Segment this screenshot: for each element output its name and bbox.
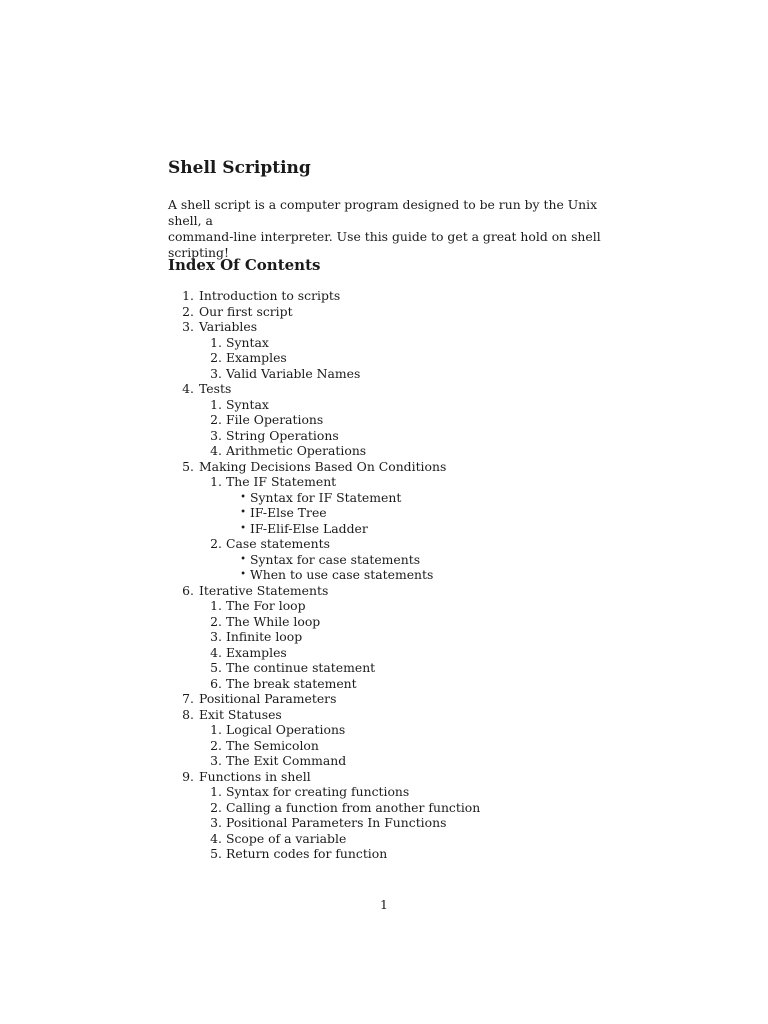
toc-item-label: Return codes for function [226,846,388,861]
toc-item-level-2 [168,753,668,769]
toc-item-label: Syntax [226,396,269,412]
list-number: 2. [210,613,222,629]
toc-item-level-2 [168,738,668,754]
list-number: 1. [210,334,222,350]
list-number: 2. [210,412,222,427]
toc-item-level-2 [168,800,668,816]
bullet-marker: • [240,553,246,565]
list-number: 3. [210,427,222,443]
toc-item-label: Infinite loop [226,629,303,644]
toc-item-level-1 [168,769,668,785]
toc-item-label: The IF Statement [226,474,337,489]
intro-line-2: command-line interpreter. Use this guide to get a great hold on shell scripting! [168,229,601,260]
toc-item-level-2 [168,629,668,645]
list-number: 1. [210,784,222,799]
toc-item-level-2 [168,676,668,692]
toc-item-level-1 [168,288,668,304]
toc-item-label: Iterative Statements [199,582,329,598]
toc-item-level-2 [168,815,668,831]
toc-item-label: Syntax for case statements [250,551,421,567]
toc-item-label: Syntax for creating functions [226,784,410,799]
toc-item-level-1 [168,381,668,397]
toc-heading: Index Of Contents [168,256,321,274]
toc-item-level-2 [168,831,668,847]
toc-item-level-2 [168,598,668,614]
toc-item-label: Syntax [226,334,269,350]
toc-item-label: The Exit Command [226,753,347,768]
toc-item-label: String Operations [226,427,339,443]
toc-item-level-3 [168,567,668,583]
toc-item-level-1 [168,304,668,320]
toc-item-level-2 [168,645,668,661]
list-number: 1. [210,722,222,737]
list-number: 3. [210,629,222,644]
toc-item-label: Calling a function from another function [226,799,481,815]
toc-item-label: Examples [226,644,287,660]
toc-item-label: Examples [226,350,287,365]
toc-item-label: Variables [199,319,258,334]
toc-item-level-2 [168,412,668,428]
list-number: 1. [182,288,194,303]
toc-item-level-2 [168,784,668,800]
intro-line-1: A shell script is a computer program designed to be run by the Unix shell, a [168,197,598,228]
toc-item-level-2 [168,443,668,459]
toc-item-label: Case statements [226,536,330,551]
toc-item-level-3 [168,505,668,521]
toc-item-label: The continue statement [226,660,376,675]
list-number: 1. [210,396,222,412]
toc-item-level-2 [168,474,668,490]
list-number: 4. [210,644,222,660]
intro-paragraph [168,197,618,261]
list-number: 2. [210,737,222,753]
list-number: 6. [182,582,194,598]
list-number: 8. [182,706,194,722]
toc-item-level-2 [168,366,668,382]
list-number: 2. [210,350,222,365]
toc-item-level-2 [168,660,668,676]
toc-item-label: When to use case statements [250,567,434,582]
list-number: 7. [182,691,194,706]
list-number: 2. [210,799,222,815]
toc-item-label: Introduction to scripts [199,288,341,303]
toc-item-label: Positional Parameters [199,691,337,706]
toc-item-label: Arithmetic Operations [226,443,367,458]
page-number: 1 [380,897,388,912]
bullet-marker: • [240,507,246,518]
list-number: 3. [210,365,222,381]
toc-item-label: Positional Parameters In Functions [226,815,447,830]
toc-item-level-2 [168,397,668,413]
toc-item-level-1 [168,319,668,335]
toc-item-level-2 [168,846,668,862]
list-number: 2. [182,303,194,319]
toc-item-level-3 [168,552,668,568]
bullet-marker: • [240,522,246,534]
toc-item-level-1 [168,691,668,707]
toc-item-label: Syntax for IF Statement [250,489,402,505]
toc-item-level-1 [168,583,668,599]
toc-item-label: Tests [199,381,232,396]
toc-item-level-2 [168,350,668,366]
toc-item-label: Our first script [199,303,293,319]
list-number: 3. [182,319,194,334]
bullet-marker: • [240,491,246,503]
toc-item-level-2 [168,614,668,630]
toc-item-label: IF-Else Tree [250,505,327,520]
toc-item-label: IF-Elif-Else Ladder [250,520,368,536]
toc-item-label: Exit Statuses [199,706,282,722]
list-number: 6. [210,675,222,691]
toc-item-label: The While loop [226,613,321,629]
list-number: 5. [210,846,222,861]
toc-item-level-3 [168,490,668,506]
list-number: 4. [182,381,194,396]
toc-item-label: File Operations [226,412,324,427]
list-number: 1. [210,474,222,489]
list-number: 2. [210,536,222,551]
table-of-contents [168,288,668,862]
toc-item-label: Logical Operations [226,722,346,737]
toc-item-label: Making Decisions Based On Conditions [199,458,447,474]
toc-item-label: Valid Variable Names [226,365,361,381]
list-number: 3. [210,753,222,768]
list-number: 4. [210,830,222,846]
page-title: Shell Scripting [168,158,311,178]
toc-item-level-1 [168,707,668,723]
bullet-marker: • [240,569,246,580]
toc-item-label: The break statement [226,675,357,691]
list-number: 5. [182,458,194,474]
toc-item-level-2 [168,428,668,444]
toc-item-level-2 [168,722,668,738]
toc-item-level-2 [168,335,668,351]
toc-item-label: The For loop [226,598,306,613]
toc-item-label: Scope of a variable [226,830,347,846]
toc-item-level-2 [168,536,668,552]
list-number: 1. [210,598,222,613]
list-number: 4. [210,443,222,458]
list-number: 9. [182,768,194,784]
list-number: 5. [210,660,222,675]
list-number: 3. [210,815,222,830]
toc-item-level-1 [168,459,668,475]
toc-item-level-3 [168,521,668,537]
toc-item-label: Functions in shell [199,768,311,784]
toc-item-label: The Semicolon [226,737,319,753]
